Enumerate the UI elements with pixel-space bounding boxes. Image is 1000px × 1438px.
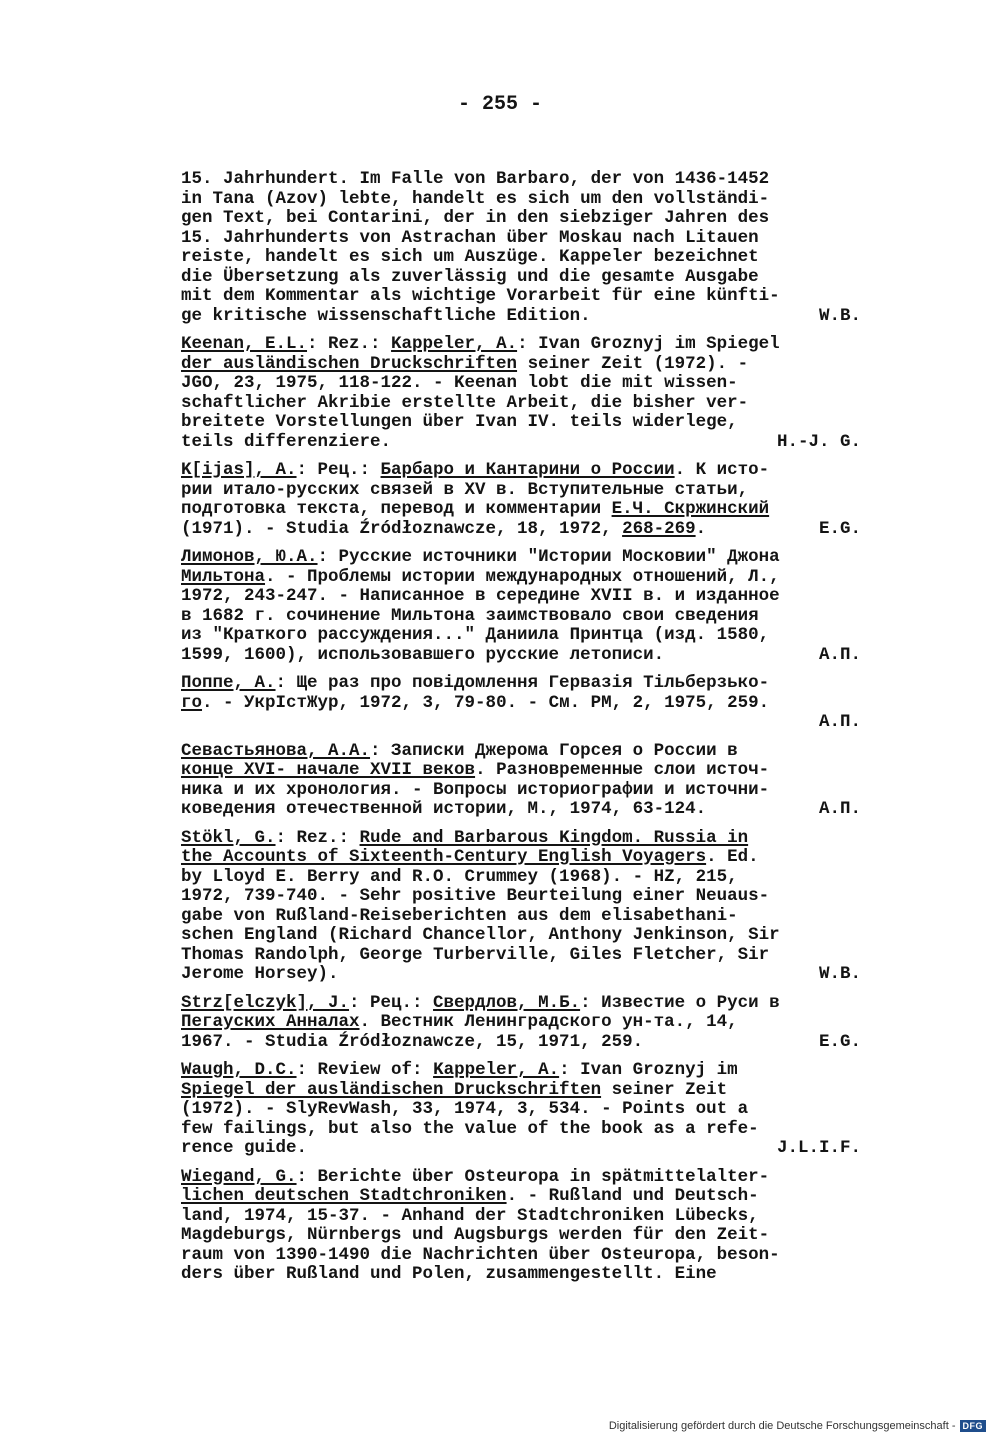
reviewer-initials: W.B. [818,964,861,984]
entry-line [181,800,861,820]
bibliography-entry [181,674,861,733]
entry-line: ника и их хронология. - Вопросы историографии и источни- [181,779,770,800]
bibliography-entry [181,170,861,326]
entry-line: in Tana (Azov) lebte, handelt es sich um den vollständi- [181,188,770,209]
entry-line: raum von 1390-1490 die Nachrichten über Osteuropa, beson- [181,1244,780,1265]
entry-line: gabe von Rußland-Reiseberichten aus dem elisabethani- [181,905,738,926]
entry-line: land, 1974, 15-37. - Anhand der Stadtchroniken Lübecks, [181,1205,759,1226]
entry-line: schaftlicher Akribie erstellte Arbeit, die bisher ver- [181,392,749,413]
entry-line: ders über Rußland und Polen, zusammengestellt. Eine [181,1264,717,1284]
entry-line: 15. Jahrhundert. Im Falle von Barbaro, der von 1436-1452 [181,169,770,189]
entry-line [181,520,861,540]
entry-line: подготовка текста, перевод и комментарии Е.Ч. Скржинский [181,499,770,519]
entry-line: 1972, 739-740. - Sehr positive Beurteilung einer Neuaus- [181,886,770,906]
entry-line: Wiegand, G.: Berichte über Osteuropa in spätmittelalter- [181,1166,770,1187]
entry-line [181,965,861,985]
entry-line: die Übersetzung als zuverlässig und die gesamte Ausgabe [181,266,759,287]
entry-line: reiste, handelt es sich um Auszüge. Kappeler bezeichnet [181,247,759,267]
entry-line: Waugh, D.C.: Review of: Kappeler, A.: Ivan Groznyj im [181,1060,738,1080]
entry-line-text: 1967. - Studia Źródłoznawcze, 15, 1971, 259. [181,1031,644,1052]
entry-line: breitete Vorstellungen über Ivan IV. teils widerlege, [181,412,738,432]
entry-line [181,646,861,666]
entry-line [181,307,861,327]
entry-line: schen England (Richard Chancellor, Anthony Jenkinson, Sir [181,925,780,945]
entry-line [181,433,861,453]
entry-line: Поппе, А.: Ще раз про повідомлення Гервазія Тільберзько- [181,673,770,693]
page-number: - 255 - [457,93,542,116]
entry-line [181,1139,861,1159]
entry-line: lichen deutschen Stadtchroniken. - Rußland und Deutsch- [181,1186,759,1206]
entry-line: конце XVI- начале XVII веков. Разновременные слои источ- [181,760,770,780]
entry-line-text: (1971). - Studia Źródłoznawcze, 18, 1972, 268-269. [181,518,707,539]
bibliography-entry [181,461,861,539]
entry-line: 15. Jahrhunderts von Astrachan über Moskau nach Litauen [181,227,759,248]
entry-line-text: коведения отечественной истории, М., 1974, 63-124. [181,799,707,819]
bibliography-entry [181,994,861,1053]
bibliography-entry [181,548,861,665]
entry-line: gen Text, bei Contarini, der in den siebziger Jahren des [181,208,770,228]
entry-line: из "Краткого рассуждения..." Даниила Принтца (изд. 1580, [181,625,770,645]
bibliography-entry [181,1168,861,1285]
entry-line-text: teils differenziere. [181,431,392,452]
entry-line: mit dem Kommentar als wichtige Vorarbeit für eine künfti- [181,286,780,306]
bibliography-entry [181,1061,861,1159]
bibliography-entry [181,335,861,452]
entry-line-text: rence guide. [181,1138,308,1158]
entry-line-text: ge kritische wissenschaftliche Edition. [181,305,591,326]
reviewer-initials: А.П. [818,799,861,819]
entry-line: Севастьянова, А.А.: Записки Джерома Горсея о России в [181,740,738,761]
bibliography-entries [181,170,861,1294]
entry-line-text: Jerome Horsey). [181,964,339,984]
reviewer-initials: А.П. [818,644,861,665]
reviewer-initials: J.L.I.F. [776,1138,861,1158]
entry-line: Magdeburgs, Nürnbergs und Augsburgs werden für den Zeit- [181,1225,770,1245]
entry-line: Лимонов, Ю.А.: Русские источники "Истории Московии" Джона [181,547,780,567]
reviewer-initials: H.-J. G. [776,431,861,452]
entry-line: Мильтона. - Проблемы истории международных отношений, Л., [181,566,780,587]
bibliography-entry [181,829,861,985]
entry-line: K[ijas], A.: Рец.: Барбаро и Кантарини о России. К исто- [181,460,770,480]
entry-line: 1972, 243-247. - Написанное в середине XVII в. и изданное [181,586,780,606]
entry-line: the Accounts of Sixteenth-Century English Voyagers. Ed. [181,847,759,867]
entry-line: few failings, but also the value of the book as a refe- [181,1118,759,1139]
reviewer-initials: W.B. [818,305,861,326]
entry-line: der ausländischen Druckschriften seiner Zeit (1972). - [181,353,749,374]
entry-line: Thomas Randolph, George Turberville, Giles Fletcher, Sir [181,944,770,965]
entry-line-text: 1599, 1600), использовавшего русские летописи. [181,644,665,665]
entry-line: by Lloyd E. Berry and R.O. Crummey (1968). - HZ, 215, [181,866,738,887]
digitization-credit [609,1420,986,1432]
reviewer-initials: E.G. [818,518,861,539]
reviewer-initials: E.G. [818,1031,861,1052]
entry-line: Spiegel der ausländischen Druckschriften seiner Zeit [181,1079,728,1100]
entry-line: рии итало-русских связей в XV в. Вступительные статьи, [181,479,749,500]
entry-line: в 1682 г. сочинение Мильтона заимствовало свои сведения [181,605,759,626]
entry-line [181,1033,861,1053]
entry-line: JGO, 23, 1975, 118-122. - Keenan lobt die mit wissen- [181,373,738,393]
entry-line: го. - УкрІстЖур, 1972, 3, 79-80. - См. РМ, 2, 1975, 259. [181,692,770,713]
entry-line: Пегауских Анналах. Вестник Ленинградского ун-та., 14, [181,1012,738,1032]
credit-text: Digitalisierung gefördert durch die Deutsche Forschungsgemeinschaft - [608,1420,956,1432]
bibliography-entry [181,742,861,820]
reviewer-initials: А.П. [818,712,861,732]
entry-line: Stökl, G.: Rez.: Rude and Barbarous Kingdom. Russia in [181,827,749,848]
entry-line: Keenan, E.L.: Rez.: Kappeler, A.: Ivan Groznyj im Spiegel [181,334,780,354]
entry-line: Strz[elczyk], J.: Рец.: Свердлов, М.Б.: Известие о Руси в [181,992,780,1013]
dfg-logo: DFG [960,1420,987,1432]
entry-line: (1972). - SlyRevWash, 33, 1974, 3, 534. - Points out a [181,1099,749,1119]
